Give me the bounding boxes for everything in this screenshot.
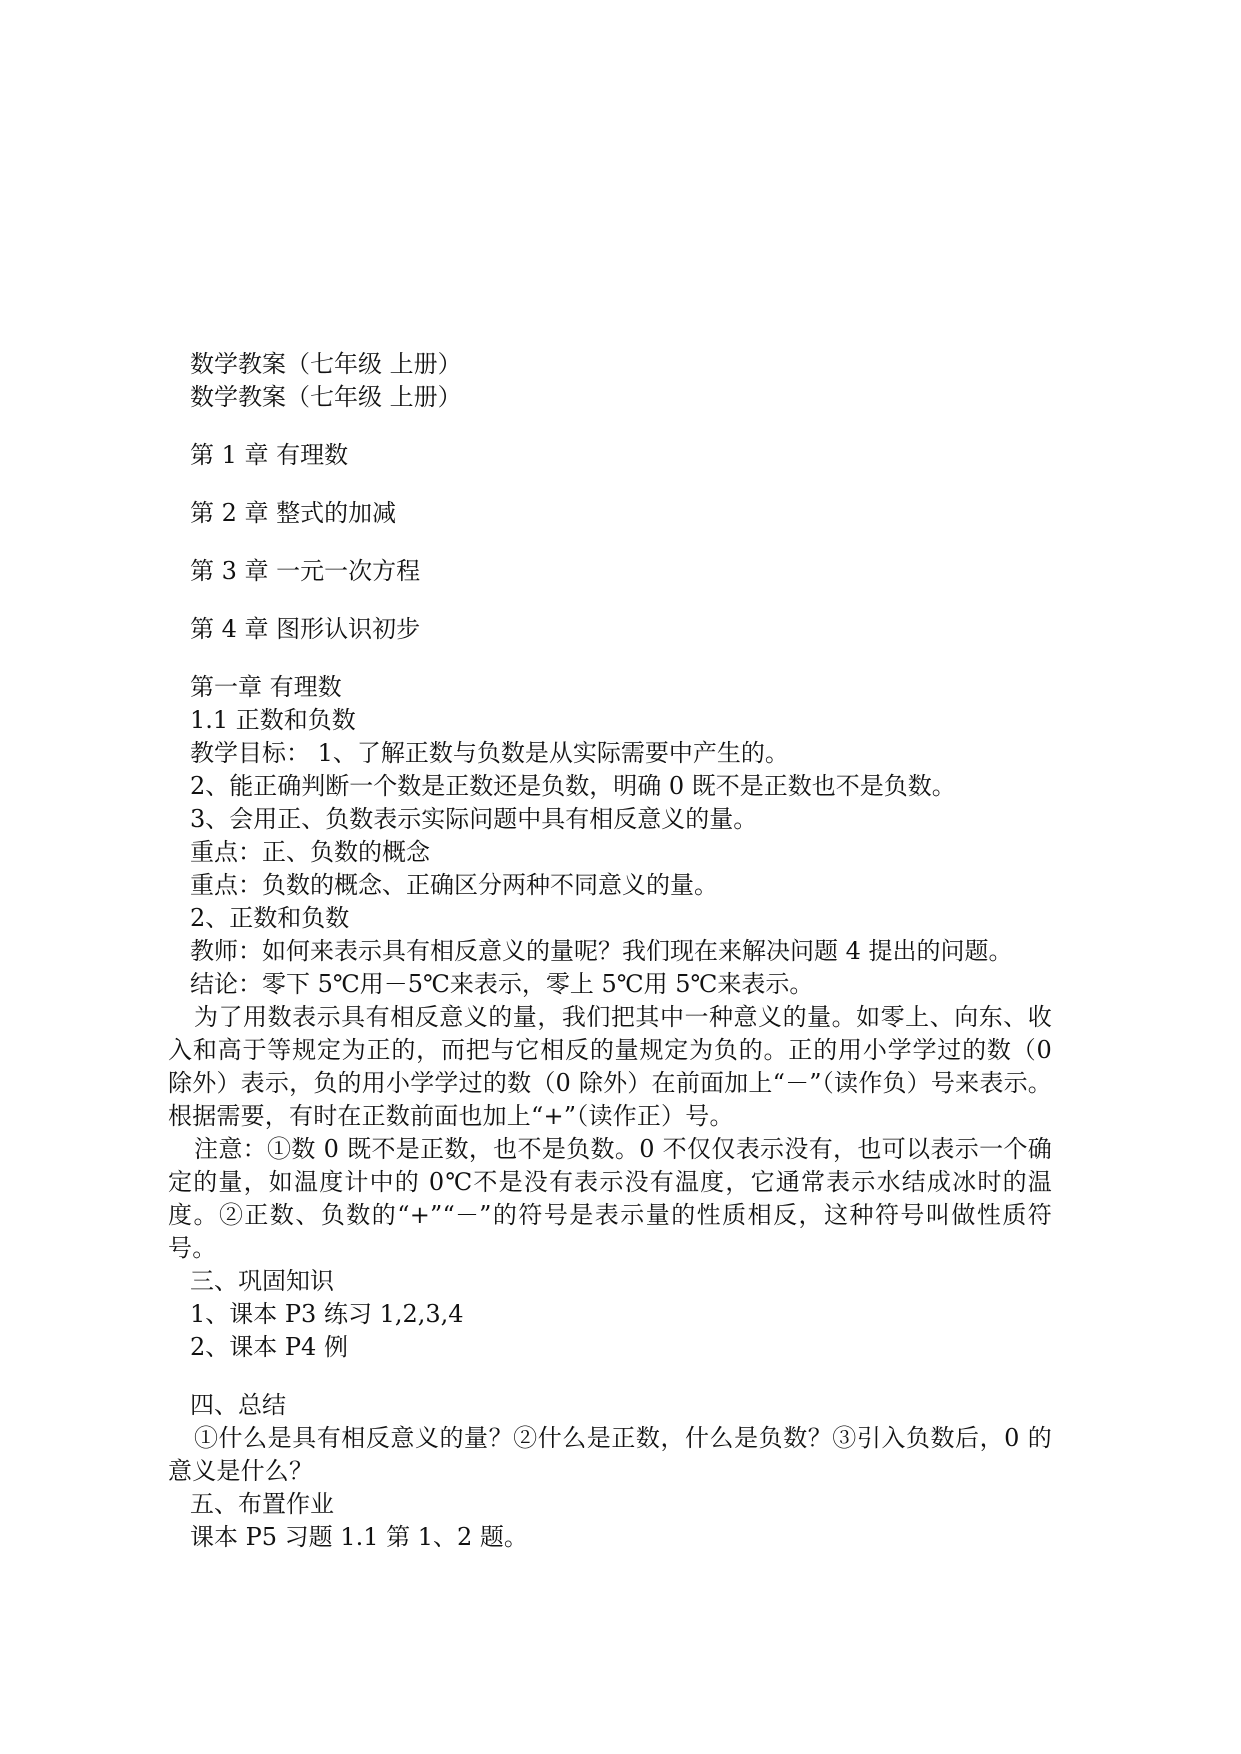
subsection-heading: 2、正数和负数 [190, 904, 350, 932]
document-body [168, 348, 1052, 1554]
objective-item: 3、会用正、负数表示实际问题中具有相反意义的量。 [190, 805, 758, 833]
objective-item: 2、能正确判断一个数是正数还是负数，明确 0 既不是正数也不是负数。 [190, 772, 956, 800]
homework-heading: 五、布置作业 [190, 1490, 334, 1518]
toc-item-chapter-2: 第 2 章 整式的加减 [190, 499, 397, 527]
note-paragraph: 注意：①数 0 既不是正数，也不是负数。0 不仅仅表示没有，也可以表示一个确定的量，如温度计中的 0℃不是没有表示没有温度，它通常表示水结成冰时的温度。②正数、负数的“+”“－”的符号是表示量的性质相反，这种符号叫做性质符号。 [168, 1135, 1052, 1262]
difficult-point: 重点：负数的概念、正确区分两种不同意义的量。 [190, 871, 718, 899]
toc-item-chapter-1: 第 1 章 有理数 [190, 441, 349, 469]
chapter-heading: 第一章 有理数 [190, 673, 342, 701]
homework-text: 课本 P5 习题 1.1 第 1、2 题。 [190, 1523, 528, 1551]
definition-paragraph: 为了用数表示具有相反意义的量，我们把其中一种意义的量。如零上、向东、收入和高于等规定为正的，而把与它相反的量规定为负的。正的用小学学过的数（0 除外）表示，负的用小学学过的数（0 除外）在前面加上“－”（读作负）号来表示。根据需要，有时在正数前面也加上“+”（读作正）号。 [168, 1003, 1052, 1130]
document-title-repeat: 数学教案（七年级 上册） [190, 383, 462, 411]
document-title: 数学教案（七年级 上册） [190, 350, 462, 378]
toc-item-chapter-3: 第 3 章 一元一次方程 [190, 557, 421, 585]
consolidate-heading: 三、巩固知识 [190, 1267, 334, 1295]
summary-paragraph: ①什么是具有相反意义的量？②什么是正数，什么是负数？③引入负数后，0 的意义是什么？ [168, 1424, 1052, 1485]
consolidate-item: 1、课本 P3 练习 1,2,3,4 [190, 1300, 464, 1328]
summary-heading: 四、总结 [190, 1391, 286, 1419]
teacher-line: 教师：如何来表示具有相反意义的量呢？我们现在来解决问题 4 提出的问题。 [190, 937, 1013, 965]
conclusion-line: 结论：零下 5℃用－5℃来表示，零上 5℃用 5℃来表示。 [190, 970, 814, 998]
objective-item: 教学目标： 1、了解正数与负数是从实际需要中产生的。 [190, 739, 789, 767]
toc-item-chapter-4: 第 4 章 图形认识初步 [190, 615, 421, 643]
section-heading: 1.1 正数和负数 [190, 706, 356, 734]
consolidate-item: 2、课本 P4 例 [190, 1333, 348, 1361]
key-point: 重点：正、负数的概念 [190, 838, 430, 866]
